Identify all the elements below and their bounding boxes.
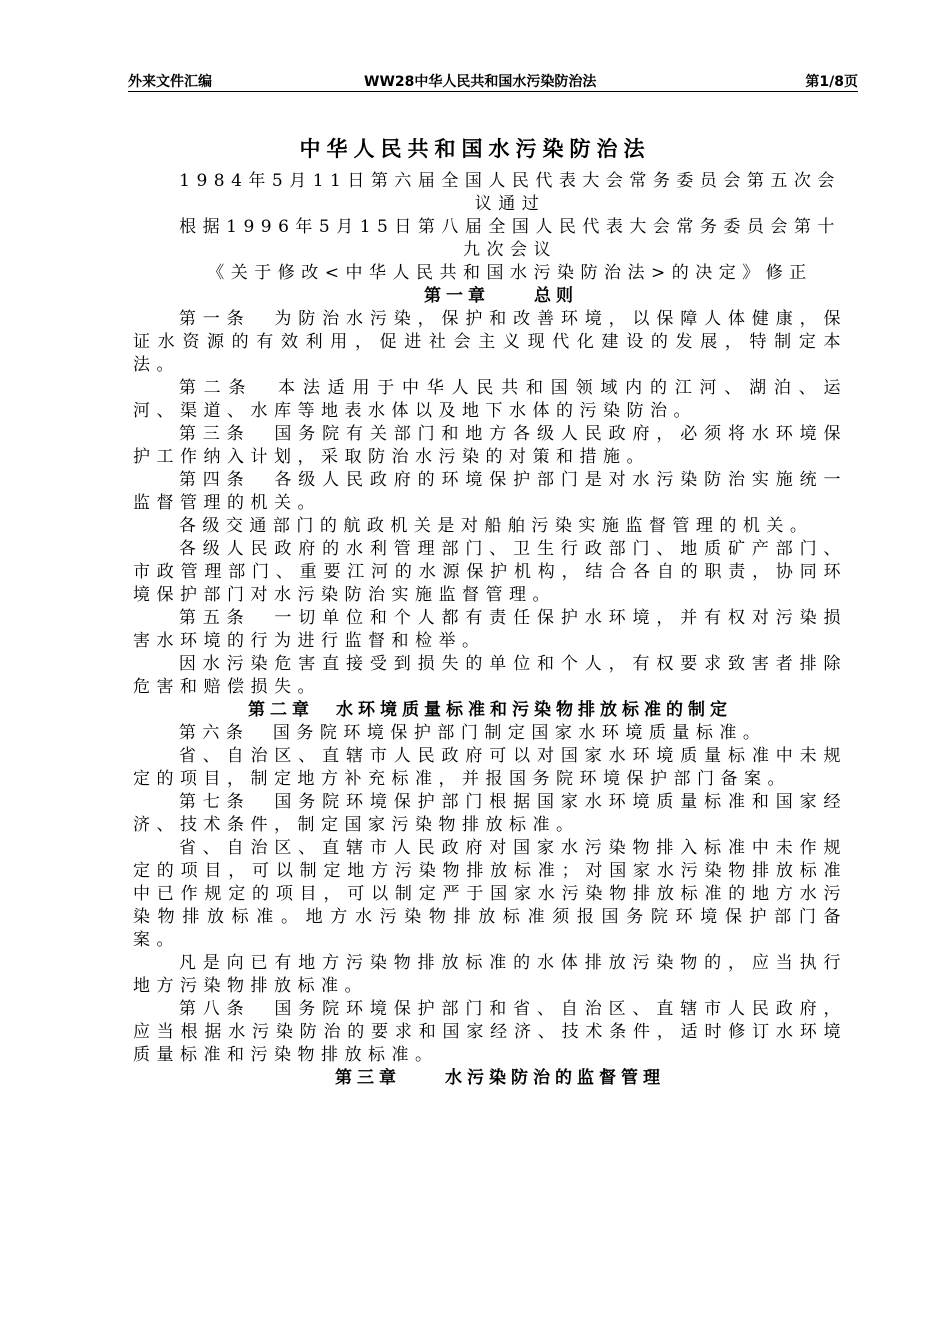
- article-paragraph: 各级交通部门的航政机关是对船舶污染实施监督管理的机关。: [178, 516, 814, 536]
- amendment-decision: 《关于修改<中华人民共和国水污染防治法>的决定》修正: [207, 263, 813, 283]
- article-paragraph: 第三条 国务院有关部门和地方各级人民政府，必须将水环境保护工作纳入计划，采取防治水污染的对策和措施。: [133, 424, 847, 467]
- article-paragraph: 第四条 各级人民政府的环境保护部门是对水污染防治实施统一监督管理的机关。: [133, 470, 847, 513]
- header-collection-name: 外来文件汇编: [128, 74, 212, 90]
- article-paragraph: 第八条 国务院环境保护部门和省、自治区、直辖市人民政府，应当根据水污染防治的要求和国家经济、技术条件，适时修订水环境质量标准和污染物排放标准。: [133, 999, 847, 1065]
- header-page-number: 第1/8页: [805, 74, 858, 90]
- chapter-heading-1: 第一章 总则: [424, 286, 578, 306]
- article-paragraph: 凡是向已有地方污染物排放标准的水体排放污染物的，应当执行地方污染物排放标准。: [133, 953, 847, 996]
- adoption-note: 1984年5月11日第六届全国人民代表大会常务委员会第五次会议通过: [179, 171, 841, 214]
- article-paragraph: 省、自治区、直辖市人民政府可以对国家水环境质量标准中未规定的项目，制定地方补充标准，并报国务院环境保护部门备案。: [133, 746, 847, 789]
- article-paragraph: 省、自治区、直辖市人民政府对国家水污染物排入标准中未作规定的项目，可以制定地方污染物排放标准；对国家水污染物排放标准中已作规定的项目，可以制定严于国家水污染物排放标准的地方水污染物排放标准。地方水污染物排放标准须报国务院环境保护部门备案。: [133, 838, 847, 950]
- article-paragraph: 第七条 国务院环境保护部门根据国家水环境质量标准和国家经济、技术条件，制定国家污染物排放标准。: [133, 792, 847, 835]
- amendment-note: 根据1996年5月15日第八届全国人民代表大会常务委员会第十九次会议: [179, 217, 841, 260]
- article-paragraph: 第六条 国务院环境保护部门制定国家水环境质量标准。: [178, 723, 767, 743]
- document-title: 中华人民共和国水污染防治法: [299, 137, 651, 161]
- page-header: [128, 71, 858, 92]
- article-paragraph: 各级人民政府的水利管理部门、卫生行政部门、地质矿产部门、市政管理部门、重要江河的水源保护机构，结合各自的职责，协同环境保护部门对水污染防治实施监督管理。: [133, 539, 847, 605]
- article-paragraph: 第五条 一切单位和个人都有责任保护水环境，并有权对污染损害水环境的行为进行监督和检举。: [133, 608, 847, 651]
- article-paragraph: 第二条 本法适用于中华人民共和国领域内的江河、湖泊、运河、渠道、水库等地表水体以及地下水体的污染防治。: [133, 378, 847, 421]
- article-paragraph: 第一条 为防治水污染，保护和改善环境，以保障人体健康，保证水资源的有效利用，促进社会主义现代化建设的发展，特制定本法。: [133, 309, 847, 375]
- document-body: [133, 170, 847, 1090]
- article-paragraph: 因水污染危害直接受到损失的单位和个人，有权要求致害者排除危害和赔偿损失。: [133, 654, 847, 697]
- chapter-heading-2: 第二章 水环境质量标准和污染物排放标准的制定: [248, 700, 732, 720]
- header-document-title: WW28中华人民共和国水污染防治法: [364, 74, 597, 90]
- chapter-heading-3: 第三章 水污染防治的监督管理: [335, 1068, 665, 1088]
